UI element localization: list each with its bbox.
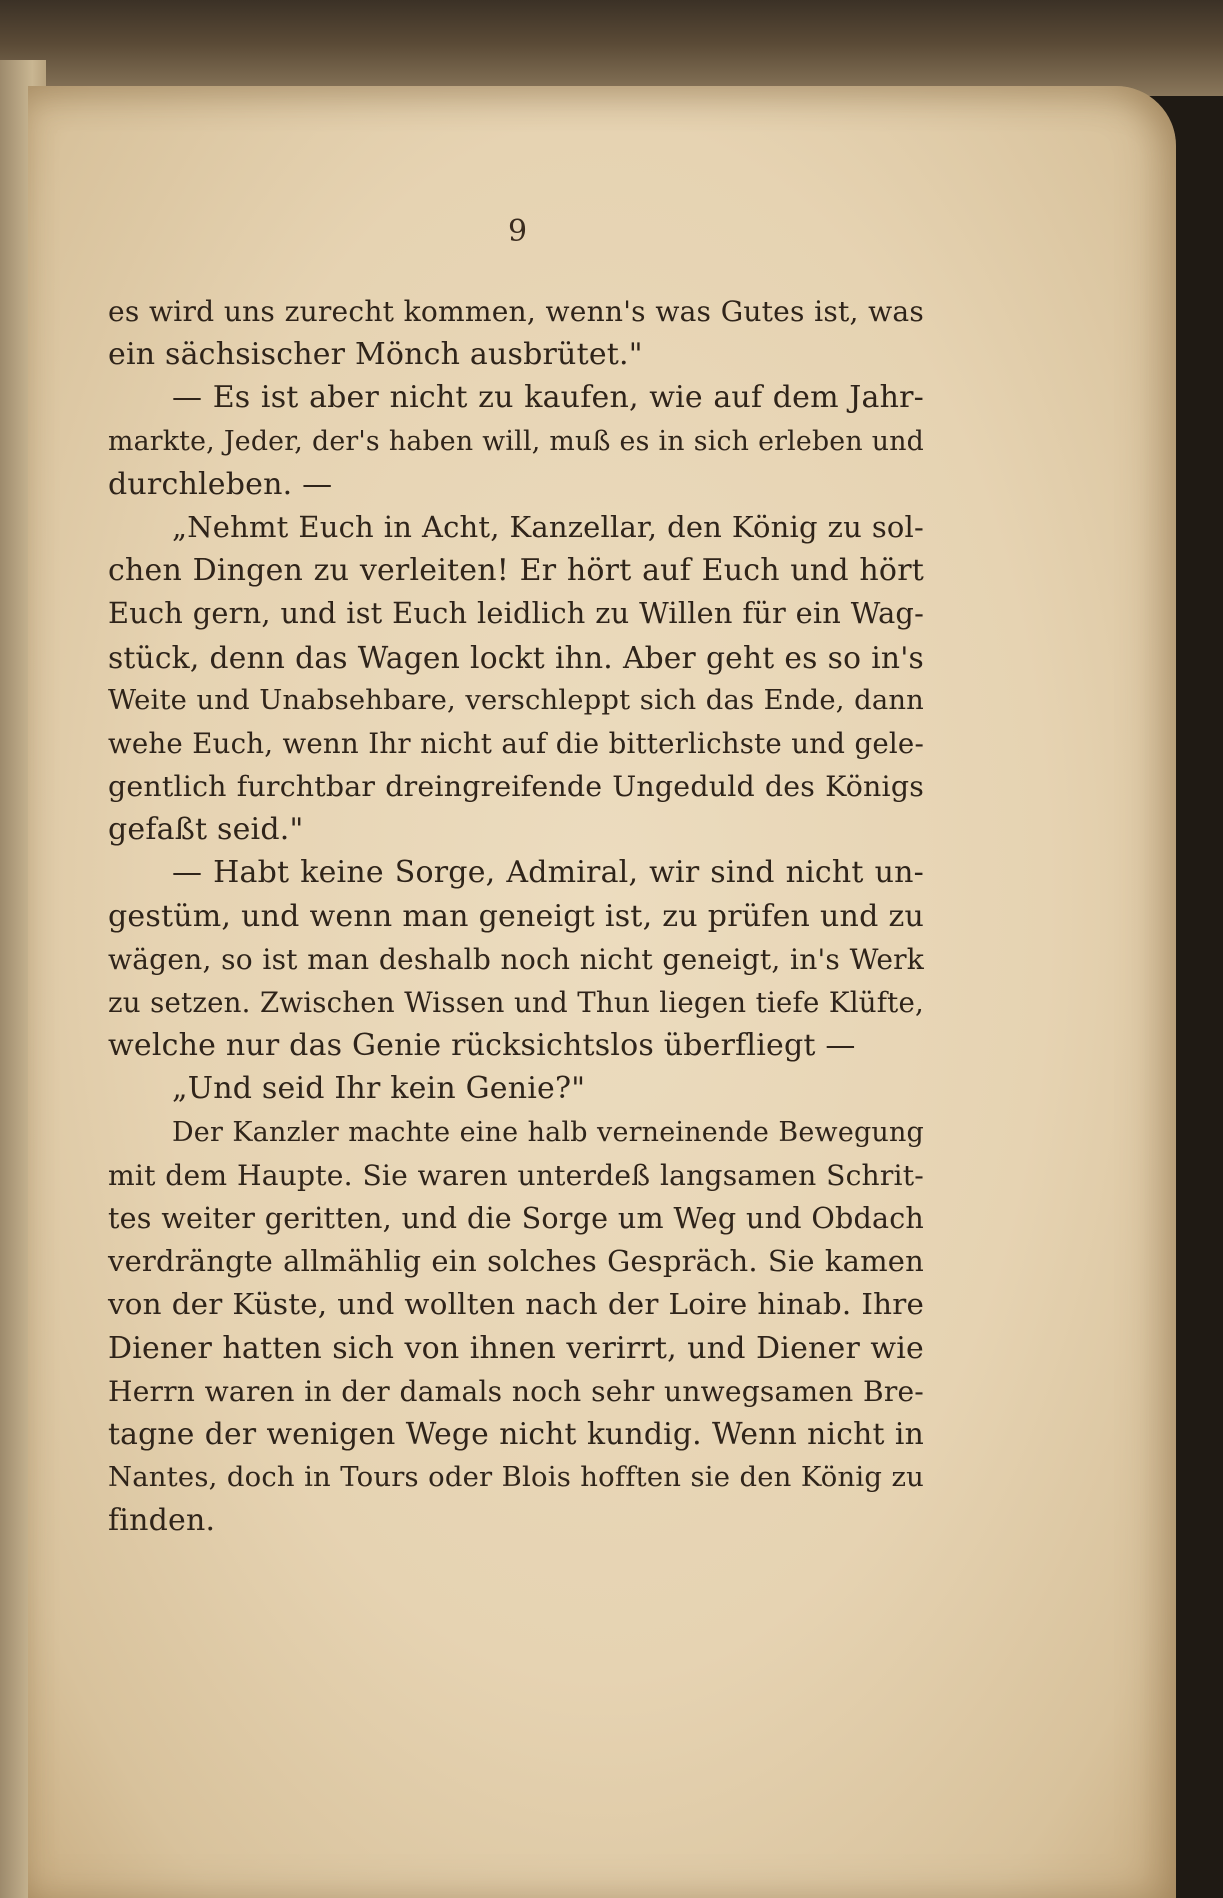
book-cover-edge [0, 0, 1223, 96]
text-line: mit dem Haupte. Sie waren unterdeß langsamen Schrit- [108, 1158, 924, 1192]
text-line: von der Küste, und wollten nach der Loire hinab. Ihre [108, 1287, 924, 1322]
text-line: wägen, so ist man deshalb noch nicht geneigt, in's Werk [108, 942, 924, 976]
text-line: Herrn waren in der damals noch sehr unwegsamen Bre- [108, 1374, 924, 1408]
text-line: Diener hatten sich von ihnen verirrt, und Diener wie [108, 1330, 924, 1366]
text-line: — Habt keine Sorge, Admiral, wir sind nicht un- [172, 855, 924, 891]
text-line: gentlich furchtbar dreingreifende Ungeduld des Königs [108, 770, 924, 804]
text-line: tes weiter geritten, und die Sorge um Weg und Obdach [108, 1200, 924, 1235]
text-line: Weite und Unabsehbare, verschleppt sich das Ende, dann [108, 684, 924, 716]
text-line: stück, denn das Wagen lockt ihn. Aber geht es so in's [108, 639, 924, 675]
body-text [108, 290, 924, 1542]
text-line: Der Kanzler machte eine halb verneinende Bewegung [172, 1116, 924, 1148]
text-line: tagne der wenigen Wege nicht kundig. Wenn nicht in [108, 1416, 924, 1452]
text-line: verdrängte allmählig ein solches Gespräch. Sie kamen [108, 1244, 924, 1279]
text-line: durchleben. — [108, 466, 333, 502]
text-line: Euch gern, und ist Euch leidlich zu Willen für ein Wag- [108, 596, 924, 631]
text-line: gefaßt seid." [108, 812, 304, 848]
text-line: es wird uns zurecht kommen, wenn's was Gutes ist, was [108, 295, 924, 328]
text-line: — Es ist aber nicht zu kaufen, wie auf dem Jahr- [172, 380, 924, 416]
text-line: gestüm, und wenn man geneigt ist, zu prüfen und zu [108, 898, 924, 934]
text-line: markte, Jeder, der's haben will, muß es in sich erleben und [108, 425, 924, 457]
page-number: 9 [507, 214, 528, 249]
text-line: wehe Euch, wenn Ihr nicht auf die bitterlichste und gele- [108, 726, 924, 760]
text-line: „Und seid Ihr kein Genie?" [172, 1071, 586, 1107]
text-line: „Nehmt Euch in Acht, Kanzellar, den König zu sol- [172, 509, 924, 544]
text-line: Nantes, doch in Tours oder Blois hofften sie den König zu [108, 1462, 924, 1494]
text-line: zu setzen. Zwischen Wissen und Thun liegen tiefe Klüfte, [108, 986, 924, 1019]
text-line: finden. [108, 1503, 216, 1539]
text-line: ein sächsischer Mönch ausbrütet." [108, 337, 643, 373]
text-line: chen Dingen zu verleiten! Er hört auf Euch und hört [108, 553, 924, 589]
text-line: welche nur das Genie rücksichtslos überfliegt — [108, 1028, 856, 1064]
